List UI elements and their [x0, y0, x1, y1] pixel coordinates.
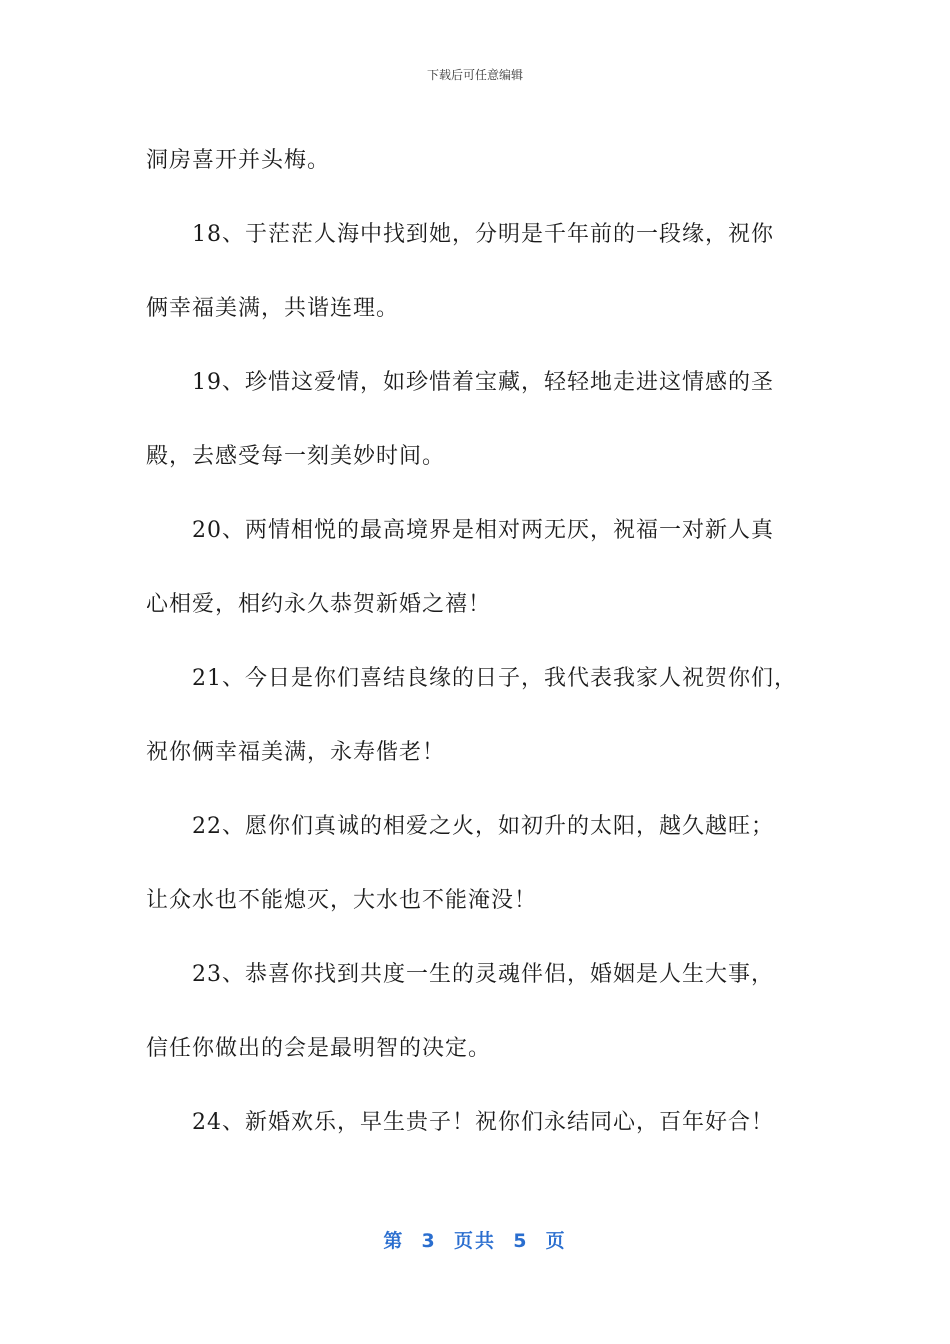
text-line-9: 祝你俩幸福美满，永寿偕老！: [146, 740, 446, 765]
text-line-8: 21、今日是你们喜结良缘的日子，我代表我家人祝贺你们，: [192, 666, 797, 691]
text-line-3: 俩幸福美满，共谐连理。: [146, 296, 400, 321]
text-line-7: 心相爱，相约永久恭贺新婚之禧！: [146, 592, 492, 617]
page-header: 下载后可任意编辑: [426, 68, 523, 82]
text-line-4: 19、珍惜这爱情，如珍惜着宝藏，轻轻地走进这情感的圣: [192, 370, 774, 395]
text-line-12: 23、恭喜你找到共度一生的灵魂伴侣，婚姻是人生大事，: [192, 962, 774, 987]
text-line-1: 洞房喜开并头梅。: [146, 148, 331, 173]
text-line-10: 22、愿你们真诚的相爱之火，如初升的太阳，越久越旺；: [192, 814, 774, 839]
text-line-5: 殿，去感受每一刻美妙时间。: [146, 444, 446, 469]
page-number: 第 3 页共 5 页: [383, 1230, 567, 1252]
text-line-6: 20、两情相悦的最高境界是相对两无厌，祝福一对新人真: [192, 518, 774, 543]
page-footer: [0, 1226, 950, 1253]
text-line-2: 18、于茫茫人海中找到她，分明是千年前的一段缘，祝你: [192, 222, 774, 247]
text-line-11: 让众水也不能熄灭，大水也不能淹没！: [146, 888, 538, 913]
text-line-13: 信任你做出的会是最明智的决定。: [146, 1036, 492, 1061]
text-line-14: 24、新婚欢乐，早生贵子！祝你们永结同心，百年好合！: [192, 1110, 774, 1135]
document-body: [146, 124, 826, 1160]
